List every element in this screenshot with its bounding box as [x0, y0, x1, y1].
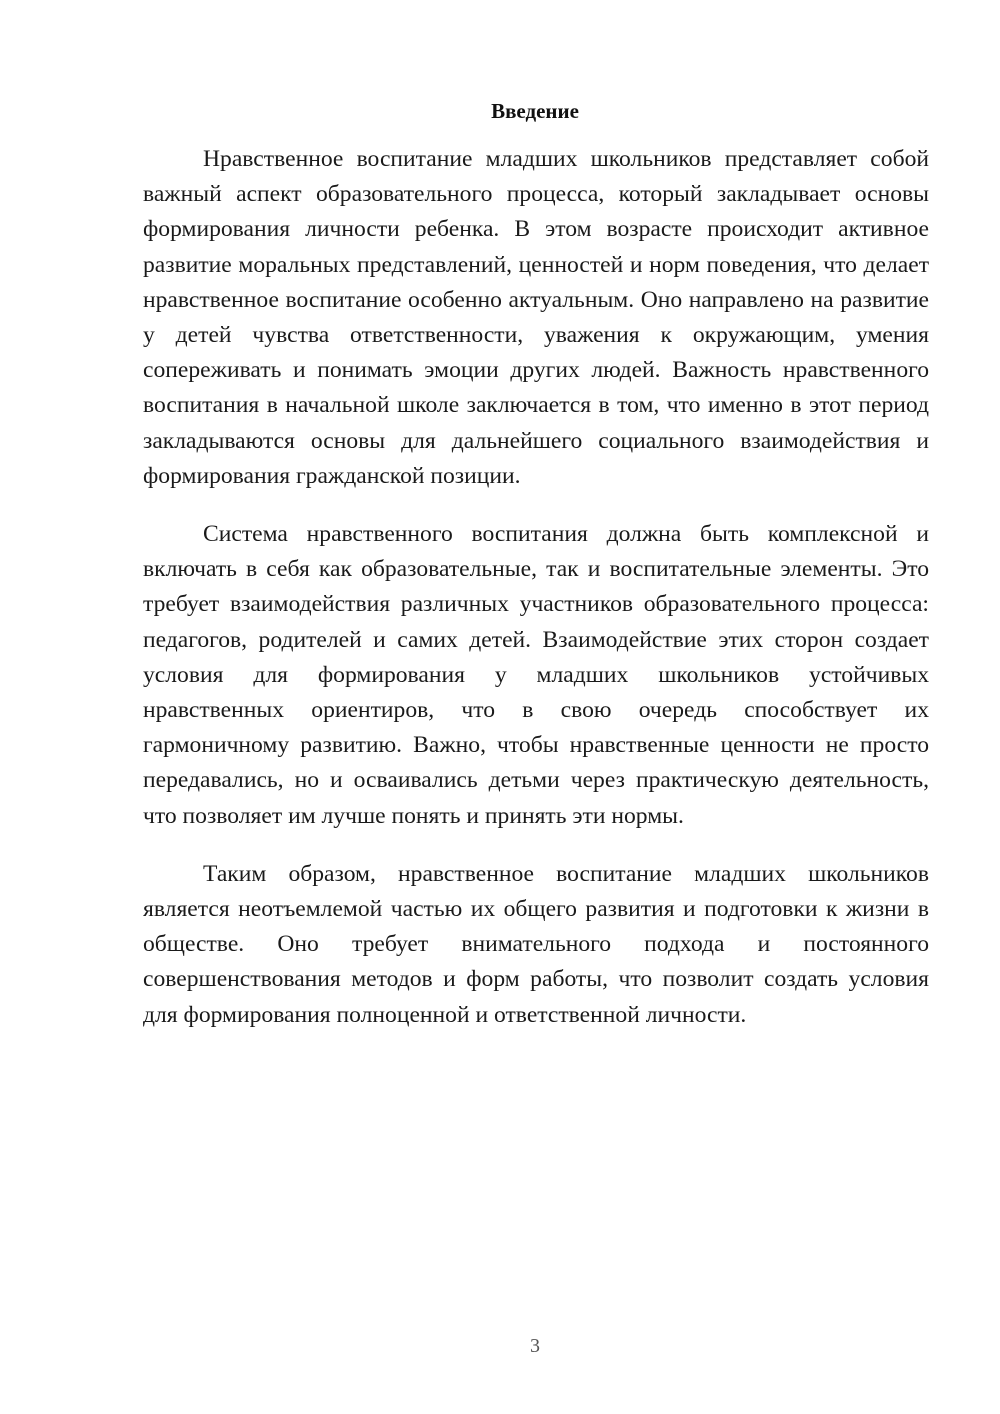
paragraph-1: Нравственное воспитание младших школьников представляет собой важный аспект образовательного процесса, который закладывает основы формирования личности ребенка. В этом возрасте происходит активное развитие моральных представлений, ценностей и норм поведения, что делает нравственное воспитание особенно актуальным. Оно направлено на развитие у детей чувства ответственности, уважения к окружающим, умения сопереживать и понимать эмоции других людей. Важность нравственного воспитания в начальной школе заключается в том, что именно в этот период закладываются основы для дальнейшего социального взаимодействия и формирования гражданской позиции.	[143, 146, 929, 489]
body-text	[143, 142, 929, 1056]
paragraph-2: Система нравственного воспитания должна быть комплексной и включать в себя как образовательные, так и воспитательные элементы. Это требует взаимодействия различных участников образовательного процесса: педагогов, родителей и самих детей. Взаимодействие этих сторон создает условия для формирования у младших школьников устойчивых нравственных ориентиров, что в свою очередь способствует их гармоничному развитию. Важно, чтобы нравственные ценности не просто передавались, но и осваивались детьми через практическую деятельность, что позволяет им лучше понять и принять эти нормы.	[143, 521, 929, 829]
paragraph-3: Таким образом, нравственное воспитание младших школьников является неотъемлемой частью их общего развития и подготовки к жизни в обществе. Оно требует внимательного подхода и постоянного совершенствования методов и форм работы, что позволит создать условия для формирования полноценной и ответственной личности.	[143, 860, 929, 1028]
section-heading: Введение	[491, 99, 579, 123]
page-number: 3	[530, 1335, 540, 1357]
